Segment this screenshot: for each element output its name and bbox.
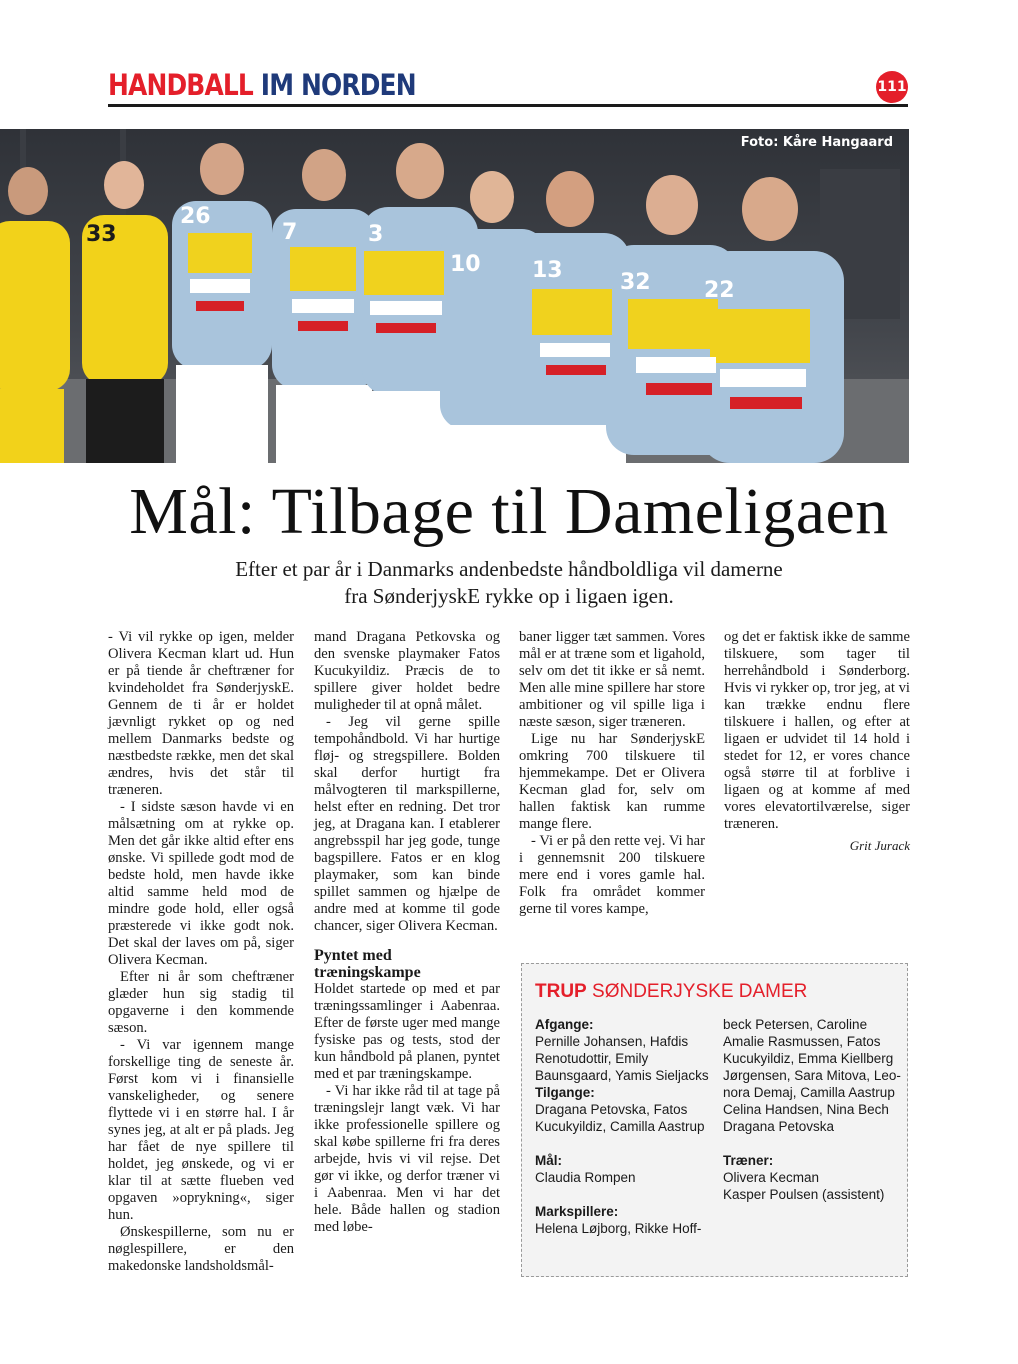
article-column-3	[519, 629, 705, 918]
traener-line: Olivera Kecman	[723, 1170, 820, 1185]
markspillere-line: Celina Handsen, Nina Bech	[723, 1102, 889, 1117]
section-title-blue: IM NORDEN	[260, 68, 416, 102]
markspillere-line: Dragana Petovska	[723, 1119, 835, 1134]
svg-text:13: 13	[532, 258, 563, 283]
svg-text:32: 32	[620, 270, 651, 295]
paragraph: baner ligger tæt sammen. Vores mål er at træne som et ligahold, selv om det tit ikke er så nemt. Men alle mine spillere har store ambitioner og vil spille liga i næste sæson, siger træneren.	[519, 629, 705, 730]
paragraph: - Vi har ikke råd til at tage på træningslejr langt væk. Vi har ikke professionelle spillere og skal købe spillerne fri fra deres arbejde, hvis vi vil rejse. Det gør vi ikke, og derfor træner vi i Aabenraa. Men vi har det hele. Både hallen og stadion med løbe-	[314, 1083, 500, 1235]
svg-text:22: 22	[704, 278, 735, 303]
paragraph: Efter ni år som cheftræner glæder hun sig stadig til opgaverne i den kommende sæson.	[108, 969, 294, 1036]
markspillere-line: nora Demaj, Camilla Aastrup	[723, 1085, 895, 1100]
paragraph: Holdet startede op med et par træningssamlinger i Aabenraa. Efter de første uger med mange fysiske pas og tests, stod der kun håndbold på planen, pyntet med et par træningskampe.	[314, 981, 500, 1082]
svg-text:3: 3	[368, 222, 384, 247]
paragraph: og det er faktisk ikke de samme tilskuere, som tager til herrehåndbold i Sønderborg. Hvis vi rykker op, tror jeg, at vi kan trække endnu flere tilskuere i hallen, og efter at ligaen er udvidet til 14 hold i stedet for 12, er vores chance også større til at forblive i ligaen og at komme af med vores elevatortilværelse, siger træneren.	[724, 629, 910, 832]
paragraph: - Jeg vil gerne spille tempohåndbold. Vi har hurtige fløj- og stregspillere. Bolden skal derfor hurtigt fra målvogteren til markspillerne, helst efter en redning. Det tror jeg, at Dragana kan. I etablerer angrebsspil har jeg gode, tunge bagspillere. Fatos er en klog playmaker, som kan binde spillet sammen og hjælpe de andre med at komme til gode chancer, siger Olivera Kecman.	[314, 714, 500, 934]
afgange-label: Afgange:	[535, 1017, 594, 1032]
team-photo-illustration	[0, 129, 909, 463]
header-rule	[108, 104, 908, 107]
squad-box-title-keyword: TRUP	[535, 981, 587, 1002]
traener-label: Træner:	[723, 1153, 774, 1168]
subheading: Pyntet med træningskampe	[314, 947, 421, 981]
photo-credit: Foto: Kåre Hangaard	[740, 135, 893, 150]
headline: Mål: Tilbage til Dameligaen	[129, 475, 889, 548]
lead-paragraph	[100, 556, 918, 610]
markspillere-line: Kucukyildiz, Emma Kiellberg	[723, 1051, 894, 1066]
article-column-2	[314, 629, 500, 1236]
squad-box-right-column	[723, 1016, 901, 1203]
markspillere-line: Amalie Rasmussen, Fatos	[723, 1034, 881, 1049]
section-title-red: HANDBALL	[108, 68, 253, 102]
markspillere-line: beck Petersen, Caroline	[723, 1017, 868, 1032]
article-column-1	[108, 629, 294, 1275]
squad-box-title-rest: SØNDERJYSKE DAMER	[592, 981, 808, 1002]
maal-label: Mål:	[535, 1153, 562, 1168]
svg-text:7: 7	[282, 220, 298, 245]
paragraph: Lige nu har SønderjyskE omkring 700 tilskuere til hjemmekampe. Det er Olivera Kecman glad for, selv om hallen faktisk kan rumme mange flere.	[519, 731, 705, 832]
team-photo	[0, 129, 909, 463]
lead-line: Efter et par år i Danmarks andenbedste håndboldliga vil damerne	[235, 557, 783, 581]
paragraph: - Vi vil rykke op igen, melder Olivera Kecman klart ud. Hun er på tiende år cheftræner for kvindeholdet fra SønderjyskE. Gennem de ti år er holdet jævnligt rykket op og ned mellem Danmarks bedste og næstbedste række, men det skal ændres, hvis det står til træneren.	[108, 629, 294, 798]
tilgange-line: Dragana Petovska, Fatos Kucukyildiz, Camilla Aastrup	[535, 1102, 705, 1134]
byline: Grit Jurack	[849, 838, 910, 853]
article-column-4	[724, 629, 910, 854]
traener-line: Kasper Poulsen (assistent)	[723, 1187, 885, 1202]
paragraph: mand Dragana Petkovska og den svenske playmaker Fatos Kucukyildiz. Præcis de to spillere giver holdet bedre muligheder til at opnå målet.	[314, 629, 500, 713]
svg-text:26: 26	[180, 204, 211, 229]
afgange-line: Renotudottir, Emily Baunsgaard, Yamis Sieljacks	[535, 1051, 709, 1083]
markspillere-line: Jørgensen, Sara Mitova, Leo-	[723, 1068, 901, 1083]
paragraph: - Vi var igennem mange forskellige ting de seneste år. Først kom vi i finansielle vanskeligheder, og senere flyttede vi i en større hal. I år synes jeg, at alt er på plads. Jeg har fået de nye spillere til holdet, jeg ønskede, og vi er klar til at sætte flueben ved opgaven »oprykning«, siger hun.	[108, 1037, 294, 1223]
tilgange-label: Tilgange:	[535, 1085, 595, 1100]
paragraph: - Vi er på den rette vej. Vi har i gennemsnit 200 tilskuere mere end i vores gamle hal. Folk fra området kommer gerne til vores kampe,	[519, 833, 705, 917]
paragraph: Ønskespillerne, som nu er nøglespillere, er den makedonske landsholdsmål-	[108, 1224, 294, 1274]
section-title	[108, 68, 416, 102]
svg-text:33: 33	[86, 222, 117, 247]
afgange-line: Pernille Johansen, Hafdis	[535, 1034, 689, 1049]
paragraph: - I sidste sæson havde vi en målsætning om at rykke op. Men det går ikke altid efter ens ønske. Vi spillede godt mod de bedste hold, men havde ikke altid samme held mod de mindre gode hold, eller også præsterede vi ikke godt nok. Det skal der laves om på, siger Olivera Kecman.	[108, 799, 294, 968]
markspillere-label: Markspillere:	[535, 1204, 619, 1219]
squad-box	[521, 963, 908, 1277]
lead-line: fra SønderjyskE rykke op i ligaen igen.	[344, 584, 674, 608]
squad-box-left-column	[535, 1016, 713, 1237]
squad-box-title	[535, 981, 807, 1003]
maal-line: Claudia Rompen	[535, 1170, 636, 1185]
markspillere-line: Helena Løjborg, Rikke Hoff-	[535, 1221, 702, 1236]
svg-text:10: 10	[450, 252, 481, 277]
page-number: 111	[876, 71, 908, 103]
